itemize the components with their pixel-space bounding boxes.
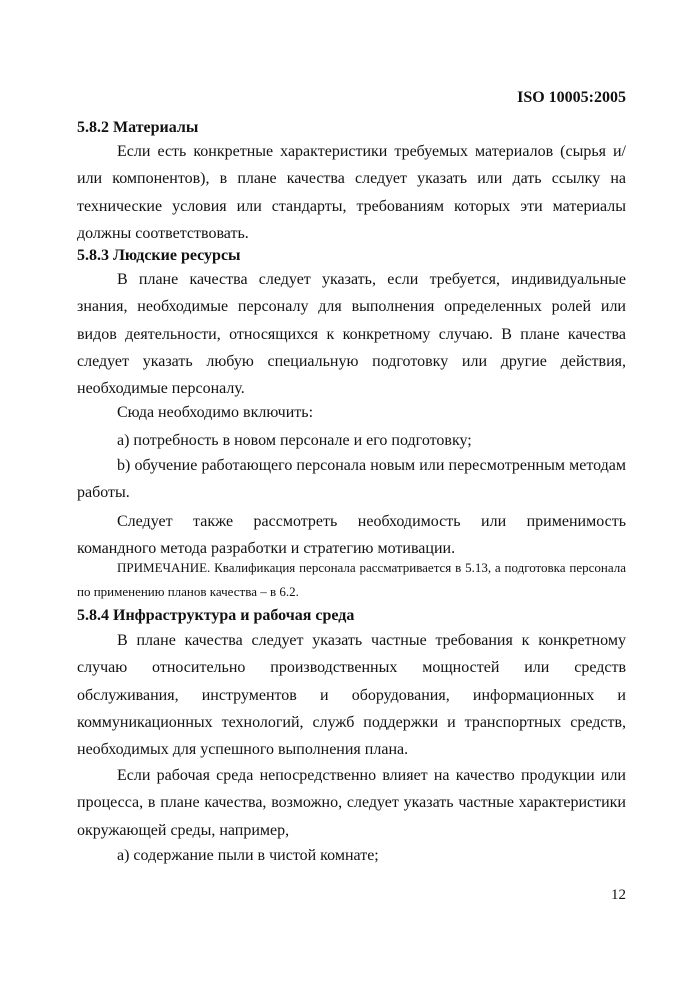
paragraph-infrastructure: В плане качества следует указать частные требования к конкретному случаю относительно производственных мощностей или средств обслуживания, инструментов и оборудования, информационных и коммуникационных технологий, служб поддержки и транспортных средств, необходимых для успешного выполнения плана. (77, 632, 626, 759)
paragraph-human-resources: В плане качества следует указать, если требуется, индивидуальные знания, необходимые персоналу для выполнения определенных ролей или видов деятельности, относящихся к конкретному случаю. В плане качества следует указать любую специальную подготовку или другие действия, необходимые персоналу. (77, 271, 626, 398)
standard-header: ISO 10005:2005 (517, 89, 626, 106)
section-heading-5-8-2: 5.8.2 Материалы (77, 119, 199, 136)
list-item-a-new-personnel: a) потребность в новом персонале и его подготовку; (117, 432, 472, 449)
paragraph-work-environment: Если рабочая среда непосредственно влияет на качество продукции или процесса, в плане качества, возможно, следует указать частные характеристики окружающей среды, например, (77, 767, 626, 839)
section-heading-5-8-4: 5.8.4 Инфраструктура и рабочая среда (77, 607, 355, 624)
list-item-a-dust: a) содержание пыли в чистой комнате; (117, 847, 379, 864)
list-item-b-training: b) обучение работающего персонала новым или пересмотренным методам работы. (77, 457, 626, 502)
note-qualification: ПРИМЕЧАНИЕ. Квалификация персонала рассматривается в 5.13, а подготовка персонала по применению планов качества – в 6.2. (77, 560, 626, 599)
paragraph-team-method: Следует также рассмотреть необходимость или применимость командного метода разработки и стратегию мотивации. (77, 513, 626, 558)
page-number: 12 (611, 887, 626, 903)
paragraph-materials: Если есть конкретные характеристики требуемых материалов (сырья и/или компонентов), в плане качества следует указать или дать ссылку на технические условия или стандарты, требованиям которых эти материалы должны соответствовать. (77, 143, 626, 242)
paragraph-include-intro: Сюда необходимо включить: (117, 404, 314, 421)
section-heading-5-8-3: 5.8.3 Людские ресурсы (77, 247, 241, 264)
